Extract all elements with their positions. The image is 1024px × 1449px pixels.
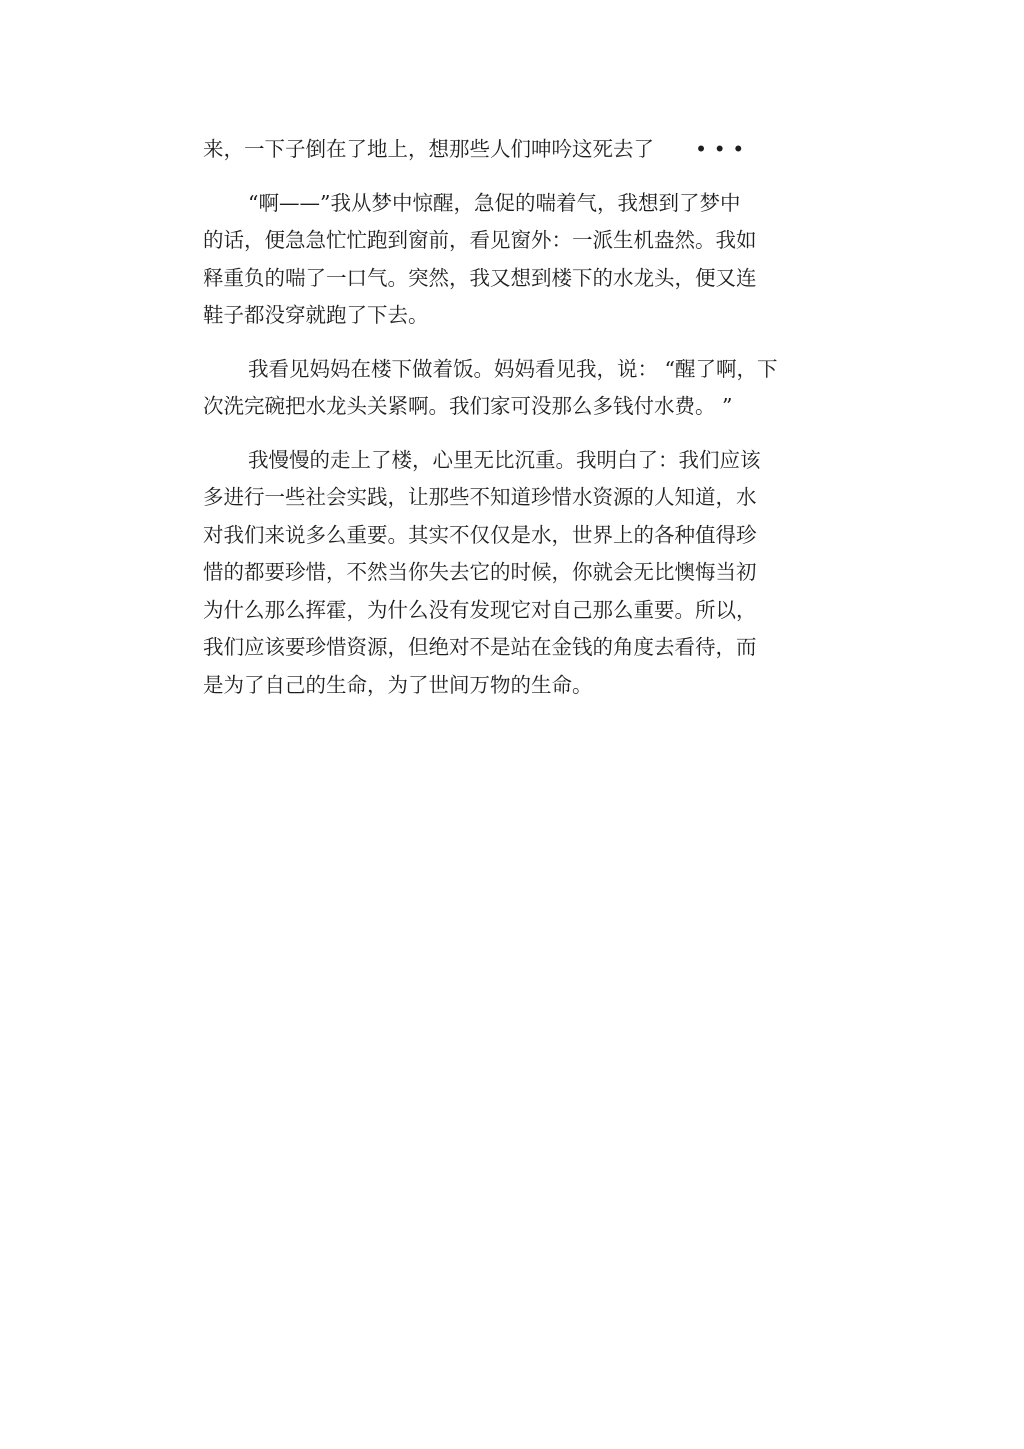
essay-text — [203, 131, 853, 720]
text-line: “啊——”我从梦中惊醒，急促的喘着气，我想到了梦中 — [248, 190, 741, 215]
text-line: 我慢慢的走上了楼，心里无比沉重。我明白了：我们应该 — [248, 447, 761, 472]
text-line: 对我们来说多么重要。其实不仅仅是水，世界上的各种值得珍 — [203, 522, 757, 547]
text-line: 来，一下子倒在了地上，想那些人们呻吟这死去了 • • • — [203, 137, 745, 161]
text-line: 次洗完碗把水龙头关紧啊。我们家可没那么多钱付水费。 ” — [203, 394, 733, 418]
text-line: 我们应该要珍惜资源，但绝对不是站在金钱的角度去看待，而 — [203, 635, 757, 659]
paragraph-2 — [203, 185, 853, 335]
text-line: 惜的都要珍惜，不然当你失去它的时候，你就会无比懊悔当初 — [203, 560, 757, 584]
text-line: 释重负的喘了一口气。突然，我又想到楼下的水龙头，便又连 — [203, 265, 757, 290]
text-line: 的话，便急急忙忙跑到窗前，看见窗外：一派生机盎然。我如 — [203, 228, 757, 252]
text-line: 鞋子都没穿就跑了下去。 — [203, 303, 429, 327]
paragraph-3 — [203, 351, 853, 426]
text-line: 是为了自己的生命，为了世间万物的生命。 — [203, 672, 593, 697]
paragraph-4 — [203, 442, 853, 705]
paragraph-1 — [203, 131, 853, 169]
text-line: 我看见妈妈在楼下做着饭。妈妈看见我，说： “醒了啊，下 — [248, 356, 778, 381]
text-line: 为什么那么挥霍，为什么没有发现它对自己那么重要。所以， — [203, 597, 757, 622]
text-line: 多进行一些社会实践，让那些不知道珍惜水资源的人知道，水 — [203, 485, 757, 509]
